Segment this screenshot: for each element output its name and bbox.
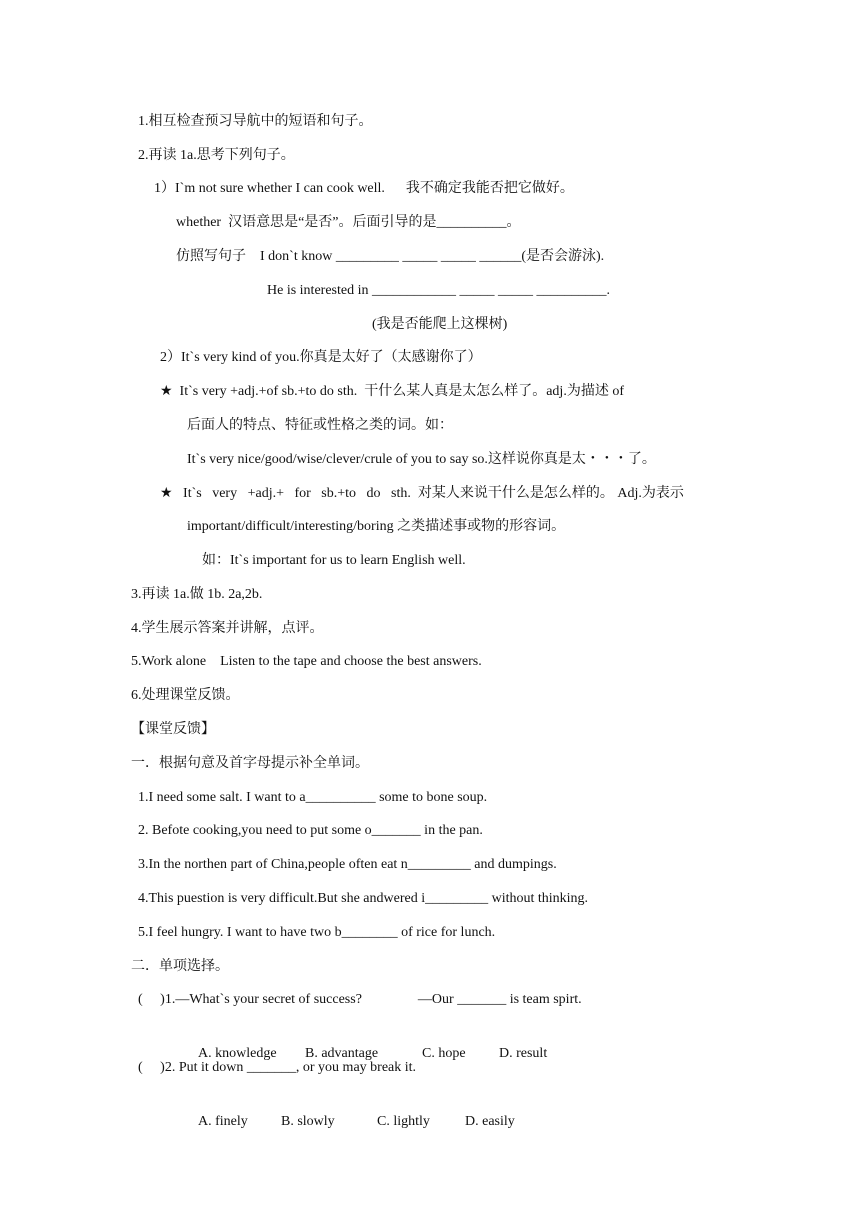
point-1-imitate-2: He is interested in ____________ _____ _____ __________. bbox=[267, 283, 610, 298]
point-1-hint: (我是否能爬上这棵树) bbox=[372, 317, 508, 332]
choice-q2-option-b: B. slowly bbox=[281, 1114, 335, 1129]
point-1-note: whether 汉语意思是“是否”。后面引导的是__________。 bbox=[176, 215, 521, 230]
point-1-sentence: 1）I`m not sure whether I can cook well. 我不确定我能否把它做好。 bbox=[154, 181, 574, 196]
choice-q1: ( )1.—What`s your secret of success? —Our _______ is team spirt. bbox=[138, 992, 582, 1007]
choice-q2: ( )2. Put it down _______, or you may break it. bbox=[138, 1060, 417, 1075]
point-2-sentence: 2）It`s very kind of you.你真是太好了（太感谢你了） bbox=[160, 350, 482, 365]
choice-q2-option-d: D. easily bbox=[465, 1114, 515, 1129]
star-note-1-b: 后面人的特点、特征或性格之类的词。如： bbox=[187, 418, 453, 433]
point-1-imitate: 仿照写句子 I don`t know _________ _____ _____ ______(是否会游泳). bbox=[176, 249, 605, 264]
choice-q1-option-d: D. result bbox=[499, 1046, 548, 1061]
star-note-1: ★ It`s very +adj.+of sb.+to do sth. 干什么某人真是太怎么样了。adj.为描述 of bbox=[160, 384, 624, 399]
star-note-2: ★ It`s very +adj.+ for sb.+to do sth. 对某人来说干什么是怎么样的。 Adj.为表示 bbox=[160, 486, 684, 501]
choice-q1-option-b: B. advantage bbox=[305, 1046, 379, 1061]
step-3: 3.再读 1a.做 1b. 2a,2b. bbox=[131, 587, 263, 602]
fill-in-q5: 5.I feel hungry. I want to have two b________ of rice for lunch. bbox=[138, 925, 496, 940]
star-note-1-example: It`s very nice/good/wise/clever/crule of you to say so.这样说你真是太・・・了。 bbox=[187, 452, 656, 467]
choice-q2-option-c: C. lightly bbox=[377, 1114, 430, 1129]
step-6: 6.处理课堂反馈。 bbox=[131, 688, 240, 703]
step-5: 5.Work alone Listen to the tape and choose the best answers. bbox=[131, 654, 482, 669]
part-2-heading: 二．单项选择。 bbox=[131, 959, 229, 974]
step-4: 4.学生展示答案并讲解，点评。 bbox=[131, 621, 324, 636]
choice-q1-option-a: A. knowledge bbox=[198, 1046, 277, 1061]
star-note-2-b: important/difficult/interesting/boring 之类描述事或物的形容词。 bbox=[187, 519, 566, 534]
fill-in-q2: 2. Befote cooking,you need to put some o_______ in the pan. bbox=[138, 823, 483, 838]
fill-in-q4: 4.This puestion is very difficult.But she andwered i_________ without thinking. bbox=[138, 891, 589, 906]
choice-q2-options bbox=[184, 1092, 515, 1152]
section-heading-feedback: 【课堂反馈】 bbox=[131, 722, 215, 737]
fill-in-q1: 1.I need some salt. I want to a__________ some to bone soup. bbox=[138, 790, 488, 805]
step-2: 2.再读 1a.思考下列句子。 bbox=[138, 148, 295, 163]
choice-q2-option-a: A. finely bbox=[198, 1114, 248, 1129]
fill-in-q3: 3.In the northen part of China,people often eat n_________ and dumpings. bbox=[138, 857, 557, 872]
star-note-2-example: 如：It`s important for us to learn English well. bbox=[202, 553, 466, 568]
choice-q1-option-c: C. hope bbox=[422, 1046, 466, 1061]
step-1: 1.相互检查预习导航中的短语和句子。 bbox=[138, 114, 373, 129]
part-1-heading: 一．根据句意及首字母提示补全单词。 bbox=[131, 756, 369, 771]
